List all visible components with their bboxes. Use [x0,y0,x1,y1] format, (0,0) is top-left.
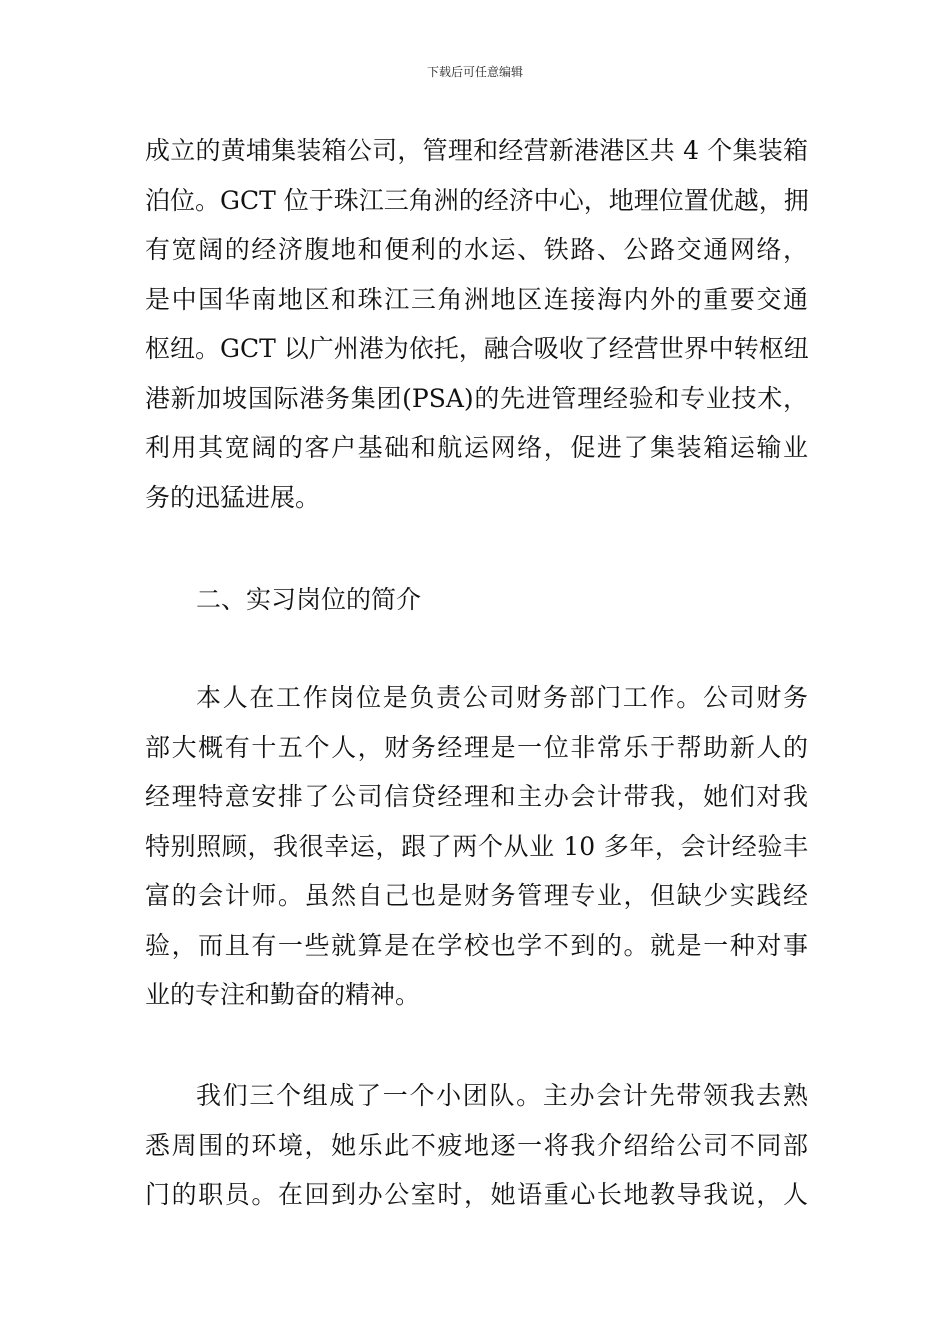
paragraph-company-intro [145,126,808,522]
text-line: 港新加坡国际港务集团(PSA)的先进管理经验和专业技术， [145,383,808,413]
section-heading: 二、实习岗位的简介 [196,585,422,614]
text-line: 门的职员。在回到办公室时，她语重心长地教导我说，人 [145,1180,808,1209]
text-line: 我们三个组成了一个小团队。主办会计先带领我去熟 [196,1081,808,1110]
text-line: 验，而且有一些就算是在学校也学不到的。就是一种对事 [145,930,808,960]
text-line: 是中国华南地区和珠江三角洲地区连接海内外的重要交通 [145,284,808,314]
paragraph-team [145,1071,808,1220]
text-line: 经理特意安排了公司信贷经理和主办会计带我，她们对我 [145,782,808,811]
text-line: 富的会计师。虽然自己也是财务管理专业，但缺少实践经 [145,881,808,910]
text-line: 利用其宽阔的客户基础和航运网络，促进了集装箱运输业 [145,433,808,462]
text-line: 特别照顾，我很幸运，跟了两个从业 10 多年，会计经验丰 [145,831,808,861]
text-line: 部大概有十五个人，财务经理是一位非常乐于帮助新人的 [145,732,808,762]
text-line: 成立的黄埔集装箱公司，管理和经营新港港区共 4 个集装箱 [145,136,808,165]
text-line: 业的专注和勤奋的精神。 [145,980,421,1009]
text-line: 有宽阔的经济腹地和便利的水运、铁路、公路交通网络， [145,235,808,264]
text-line: 悉周围的环境，她乐此不疲地逐一将我介绍给公司不同部 [145,1130,808,1160]
text-line: 本人在工作岗位是负责公司财务部门工作。公司财务 [196,683,808,712]
page-header: 下载后可任意编辑 [426,65,523,79]
paragraph-job-intro [145,673,808,1020]
text-line: 务的迅猛进展。 [145,482,321,512]
text-line: 枢纽。GCT 以广州港为依托，融合吸收了经营世界中转枢纽 [145,334,809,363]
text-line: 泊位。GCT 位于珠江三角洲的经济中心，地理位置优越，拥 [145,185,809,215]
